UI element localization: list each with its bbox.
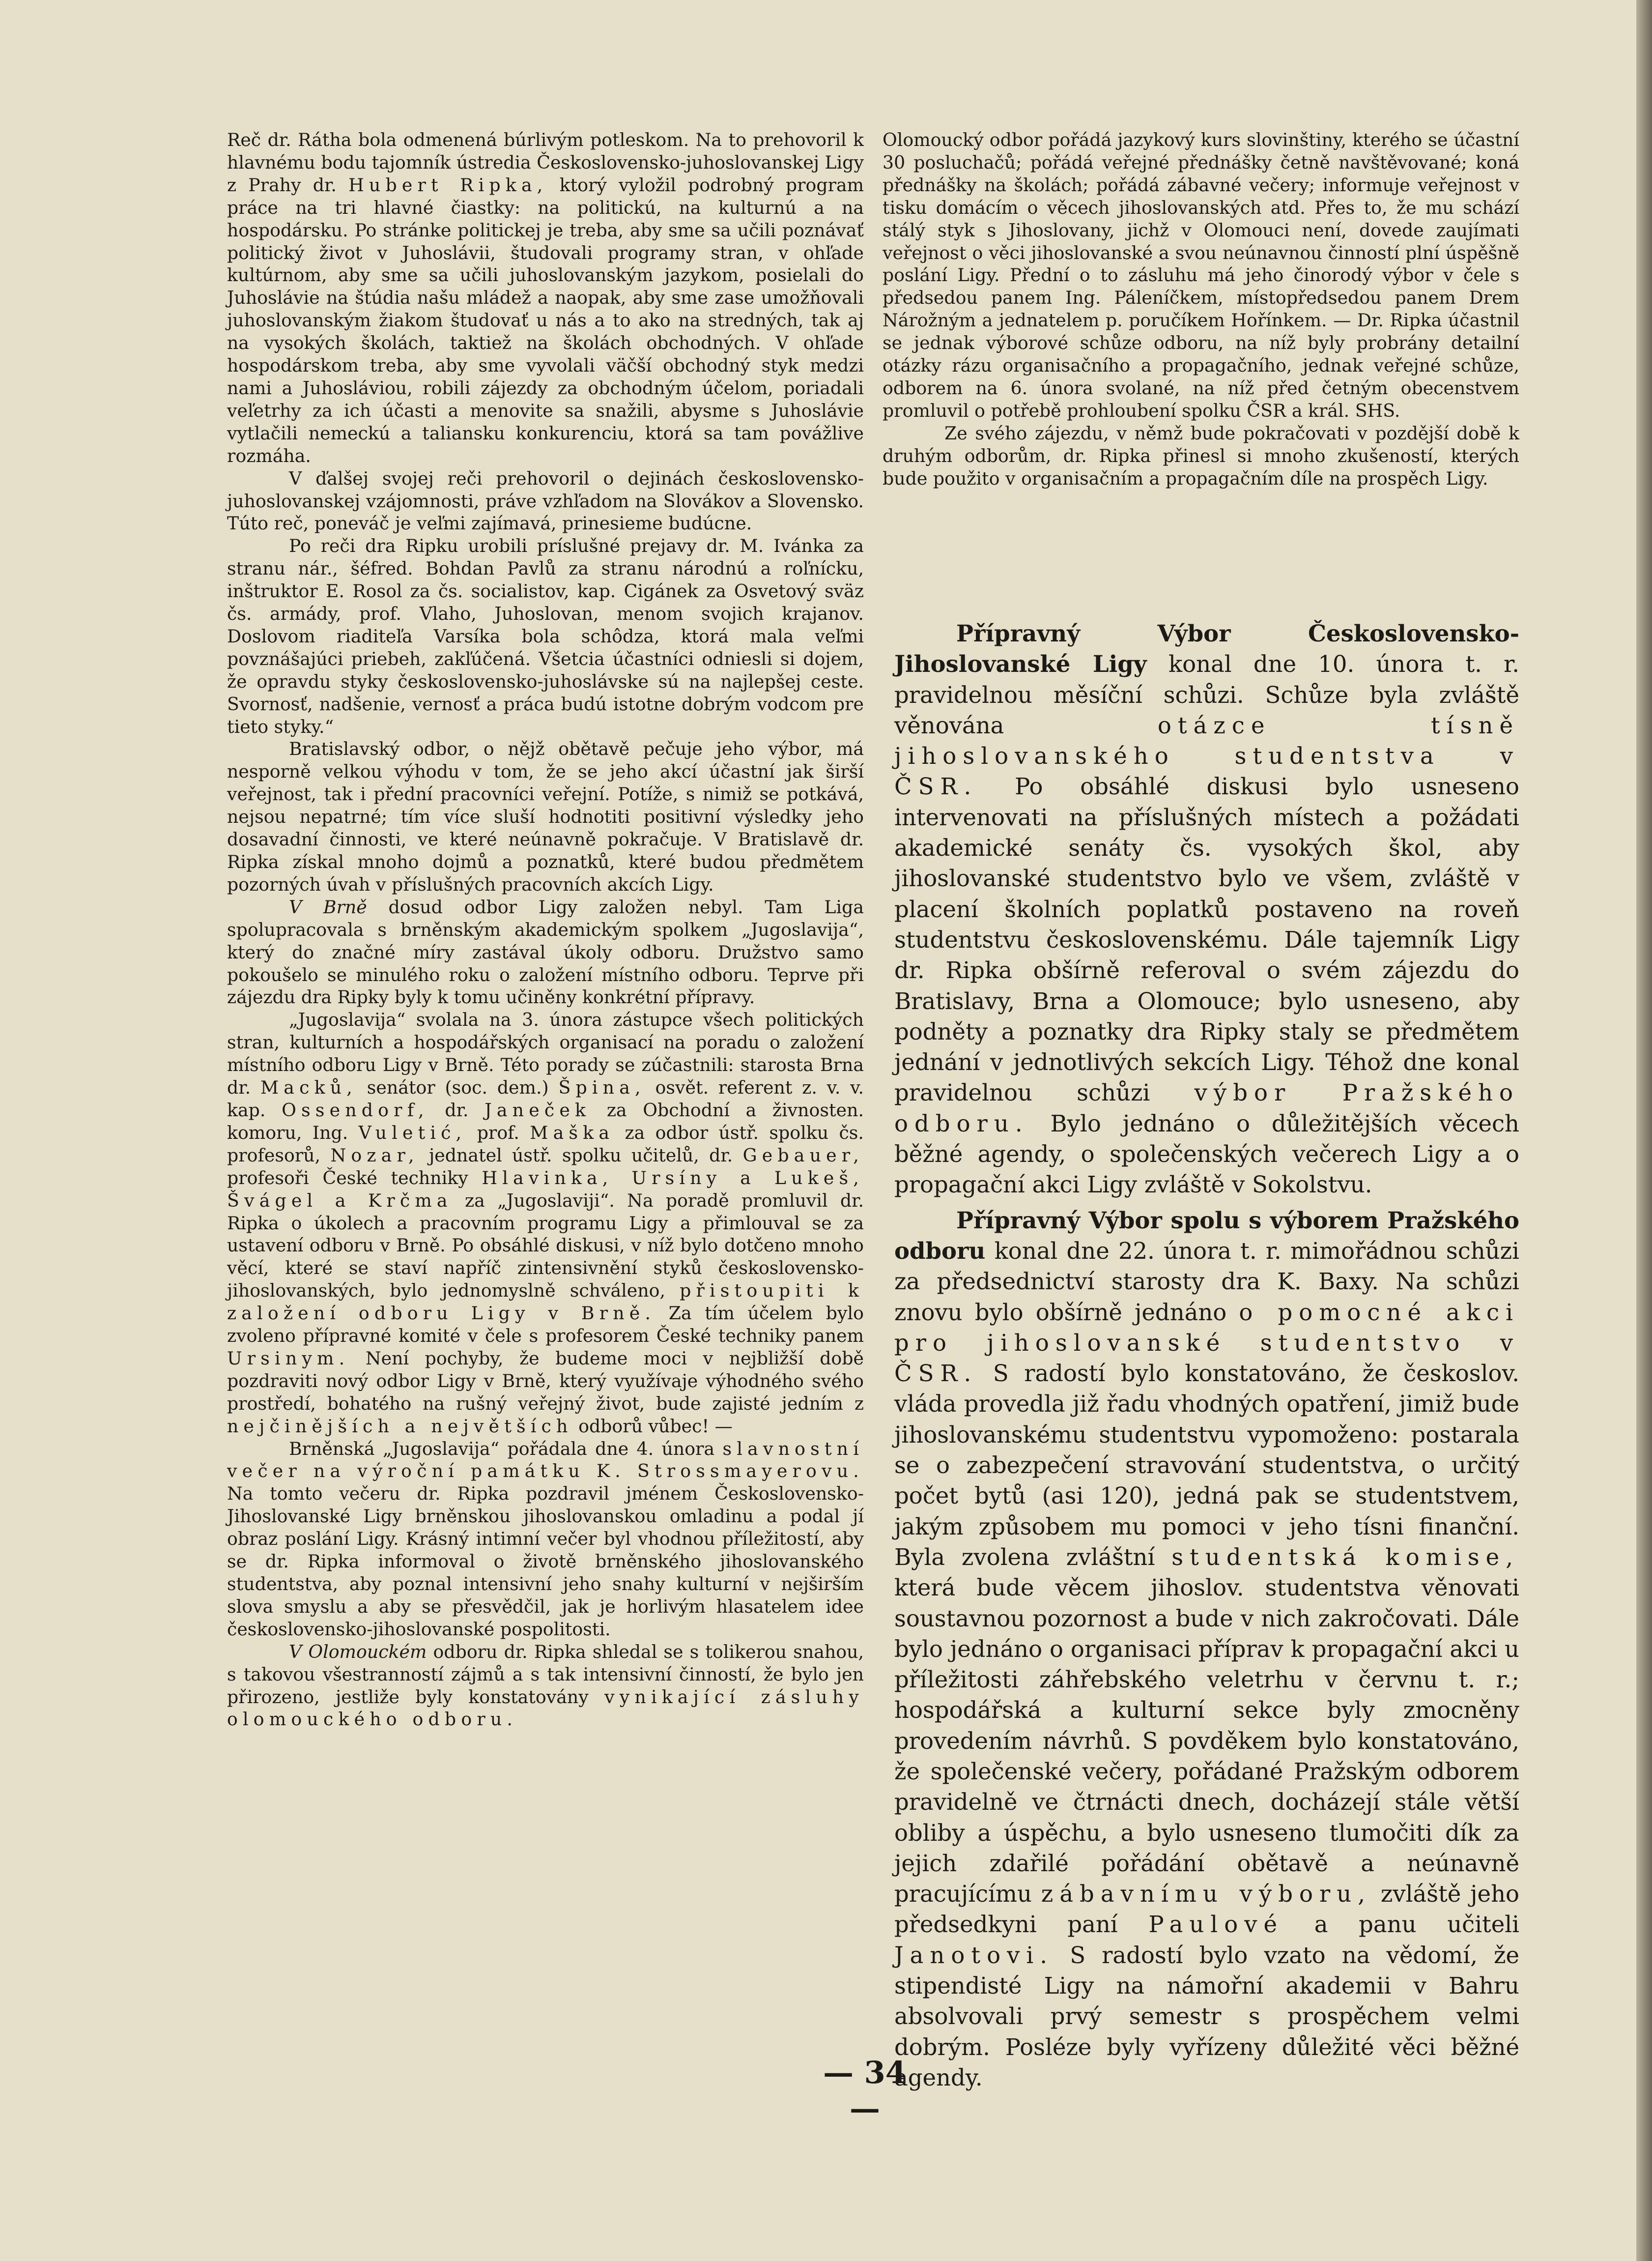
page-edge [1636, 0, 1652, 2261]
paragraph: Po reči dra Ripku urobili príslušné prejavy dr. M. Ivánka za stranu nár., šéfred. Bohdan Pavlů za stranu národnú a roľnícku, inštruktor E. Rosol za čs. socialistov, kap. Cigánek za Osvetový sväz čs. armády, prof. Vlaho, Juhoslovan, menom svojich krajanov. Doslovom riaditeľa Varsíka bola schôdza, ktorá mala veľmi povznášajúci priebeh, zakľúčená. Všetcia účastníci odniesli si dojem, že opravdu styky československo-juhoslávske sú na najlepšej ceste. Svornosť, nadšenie, vernosť a práca budú istotne dobrým vodcom pre tieto styky.“ [227, 535, 864, 737]
paragraph: V ďalšej svojej reči prehovoril o dejinách československo-juhoslovanskej vzájomnosti, práve vzhľadom na Slovákov a Slovensko. Túto reč, poneváč je veľmi zajímavá, prinesieme budúcne. [227, 467, 864, 534]
page-number: — 34 — [823, 2055, 907, 2126]
right-column-large [894, 618, 1519, 2093]
left-column [227, 129, 864, 1731]
paragraph: Olomoucký odbor pořádá jazykový kurs slovinštiny, kterého se účastní 30 posluchačů; pořádá veřejné přednášky četně navštěvované; koná přednášky na školách; pořádá zábavné večery; informuje veřejnost v tisku domácím o věcech jihoslovanských atd. Přes to, že mu schází stálý styk s Jihoslovany, jichž v Olomouci není, dovede zaujímati veřejnost o věci jihoslovanské a svou neúnavnou činností plní úspěšně poslání Ligy. Přední o to zásluhu má jeho činorodý výbor v čele s předsedou panem Ing. Páleníčkem, místopředsedou panem Drem Nárožným a jednatelem p. poručíkem Hořínkem. — Dr. Ripka účastnil se jednak výborové schůze odboru, na níž byly probrány detailní otázky rázu organisačního a propagačního, jednak veřejné schůze, odborem na 6. února svolané, na níž před četným obecenstvem promluvil o potřebě prohloubení spolku ČSR a král. SHS. [883, 129, 1519, 421]
right-column-small [883, 129, 1519, 490]
paragraph: Přípravný Výbor Československo-Jihoslovanské Ligy konal dne 10. února t. r. pravidelnou měsíční schůzi. Schůze byla zvláště věnována otázce tísně jihoslovanského studentstva v ČSR. Po obsáhlé diskusi bylo usneseno intervenovati na příslušných místech a požádati akademické senáty čs. vysokých škol, aby jihoslovanské studentstvo bylo ve všem, zvláště v placení školních poplatků postaveno na roveň studentstvu československému. Dále tajemník Ligy dr. Ripka obšírně referoval o svém zájezdu do Bratislavy, Brna a Olomouce; bylo usneseno, aby podněty a poznatky dra Ripky staly se předmětem jednání v jednotlivých sekcích Ligy. Téhož dne konal pravidelnou schůzi výbor Pražského odboru. Bylo jednáno o důležitějších věcech běžné agendy, o společenských večerech Ligy a o propagační akci Ligy zvláště v Sokolstvu. [894, 620, 1520, 1198]
paragraph: Brněnská „Jugoslavija“ pořádala dne 4. února slavnostní večer na výroční památku K. Strossmayerovu. Na tomto večeru dr. Ripka pozdravil jménem Československo-Jihoslovanské Ligy brněnskou jihoslovanskou omladinu a podal jí obraz poslání Ligy. Krásný intimní večer byl vhodnou příležitostí, aby se dr. Ripka informoval o životě brněnského jihoslovanského studentstva, aby poznal intensivní jeho snahy kulturní v nejširším slova smyslu a aby se přesvědčil, jak je horlivým hlasatelem idee československo-jihoslovanské pospolitosti. [227, 1438, 864, 1640]
paragraph: „Jugoslavija“ svolala na 3. února zástupce všech politických stran, kulturních a hospodářských organisací na poradu o založení místního odboru Ligy v Brně. Této porady se zúčastnili: starosta Brna dr. Macků, senátor (soc. dem.) Špina, osvět. referent z. v. v. kap. Ossendorf, dr. Janeček za Obchodní a živnosten. komoru, Ing. Vuletić, prof. Maška za odbor ústř. spolku čs. profesorů, Nozar, jednatel ústř. spolku učitelů, dr. Gebauer, profesoři České techniky Hlavinka, Ursíny a Lukeš, Švágel a Krčma za „Jugoslaviji“. Na poradě promluvil dr. Ripka o úkolech a pracovním programu Ligy a přimlouval se za ustavení odboru v Brně. Po obsáhlé diskusi, v níž bylo dotčeno mnoho věcí, které se staví napříč zintensivnění styků československo-jihoslovanských, bylo jednomyslně schváleno, přistoupiti k založení odboru Ligy v Brně. Za tím účelem bylo zvoleno přípravné komité v čele s profesorem České techniky panem Ursinym. Není pochyby, že budeme moci v nejbližší době pozdraviti nový odbor Ligy v Brně, který využívaje výhodného svého prostředí, bohatého na rušný veřejný život, bude zajisté jedním z nejčinějších a největších odborů vůbec! — [227, 1009, 864, 1437]
paragraph: V Brně dosud odbor Ligy založen nebyl. Tam Liga spolupracovala s brněnským akademickým spolkem „Jugoslavija“, který do značné míry zastával úkoly odboru. Družstvo samo pokoušelo se minulého roku o založení místního odboru. Teprve při zájezdu dra Ripky byly k tomu učiněny konkrétní přípravy. [227, 896, 864, 1008]
paragraph: Přípravný Výbor spolu s výborem Pražského odboru konal dne 22. února t. r. mimořádnou schůzi za předsednictví starosty dra K. Baxy. Na schůzi znovu bylo obšírně jednáno o pomocné akci pro jihoslovanské studentstvo v ČSR. S radostí bylo konstatováno, že českoslov. vláda provedla již řadu vhodných opatření, jimiž bude jihoslovanskému studentstvu vypomoženo: postarala se o zabezpečení stravování studentstva, o určitý počet bytů (asi 120), jedná pak se studentstvem, jakým způsobem mu pomoci v jeho tísni finanční. Byla zvolena zvláštní studentská komise, která bude věcem jihoslov. studentstva věnovati soustavnou pozornost a bude v nich zakročovati. Dále bylo jednáno o organisaci příprav k propagační akci u příležitosti záhřebského veletrhu v červnu t. r.; hospodářská a kulturní sekce byly zmocněny provedením návrhů. S povděkem bylo konstatováno, že společenské večery, pořádané Pražským odborem pravidelně ve čtrnácti dnech, docházejí stále větší obliby a úspěchu, a bylo usneseno tlumočiti dík za jejich zdařilé pořádání obětavě a neúnavně pracujícímu zábavnímu výboru, zvláště jeho předsedkyni paní Paulové a panu učiteli Janotovi. S radostí bylo vzato na vědomí, že stipendisté Ligy na námořní akademii v Bahru absolvovali prvý semestr s prospěchem velmi dobrým. Posléze byly vyřízeny důležité věci běžné agendy. [894, 1206, 1520, 2091]
paragraph: Ze svého zájezdu, v němž bude pokračovati v pozdější době k druhým odborům, dr. Ripka přinesl si mnoho zkušeností, kterých bude použito v organisačním a propagačním díle na prospěch Ligy. [883, 422, 1519, 489]
paragraph: Reč dr. Rátha bola odmenená búrlivým potleskom. Na to prehovoril k hlavnému bodu tajomník ústredia Československo-juhoslovanskej Ligy z Prahy dr. Hubert Ripka, ktorý vyložil podrobný program práce na tri hlavné čiastky: na politickú, na kulturnú a na hospodársku. Po stránke politickej je treba, aby sme sa učili poznávať politický život v Juhoslávii, študovali programy stran, v ohľade kultúrnom, aby sme sa učili juhoslovanským jazykom, posielali do Juhoslávie na štúdia našu mládež a naopak, aby sme zase umožňovali juhoslovanským žiakom študovať u nás a to ako na stredných, tak aj na vysokých školách, taktiež na školách obchodných. V ohľade hospodárskom treba, aby sme vyvolali väčší obchodný styk medzi nami a Juhosláviou, robili zájezdy za obchodným účelom, poriadali veľetrhy za ich účasti a menovite sa snažili, abysme s Juhosláviе vytlačili nemeckú a taliansku konkurenciu, ktorá sa tam povážlive rozmáha. [227, 129, 864, 466]
paragraph: V Olomouckém odboru dr. Ripka shledal se s tolikerou snahou, s takovou všestranností zájmů a s tak intensivní činností, že bylo jen přirozeno, jestliže byly konstatovány vynikající zásluhy olomouckého odboru. [227, 1641, 864, 1730]
paragraph: Bratislavský odbor, o nějž obětavě pečuje jeho výbor, má nesporně velkou výhodu v tom, že se jeho akcí účastní jak širší veřejnost, tak i přední pracovníci veřejní. Potíže, s nimiž se potkává, nejsou nepatrné; tím více sluší hodnotiti positivní výsledky jeho dosavadní činnosti, ve které neúnavně pokračuje. V Bratislavě dr. Ripka získal mnoho dojmů a poznatků, které budou předmětem pozorných úvah v příslušných pracovních akcích Ligy. [227, 738, 864, 895]
